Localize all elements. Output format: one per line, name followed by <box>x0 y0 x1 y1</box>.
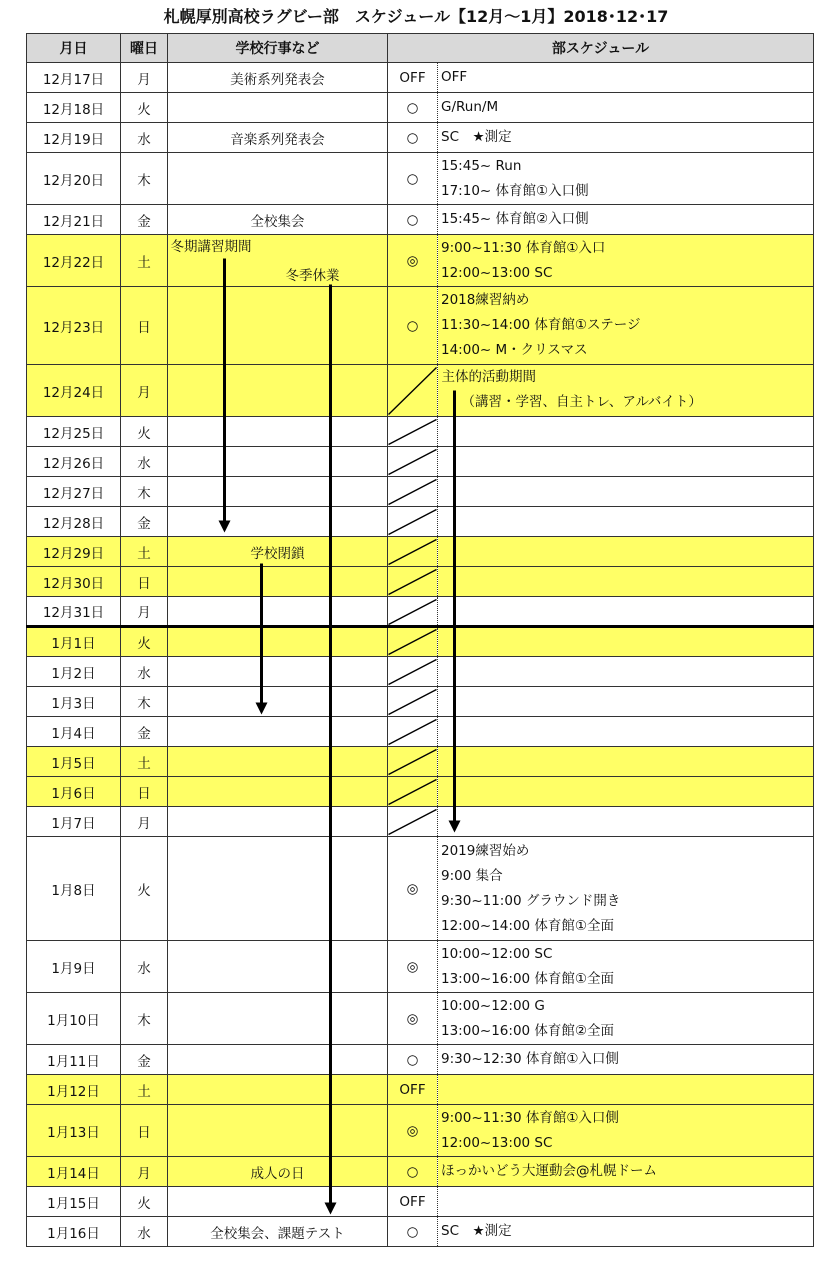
weekday-cell: 月 <box>121 597 168 627</box>
date-cell: 12月25日 <box>27 417 121 447</box>
table-row <box>27 63 814 93</box>
status-mark: OFF <box>388 63 438 93</box>
weekday-cell: 日 <box>121 287 168 365</box>
club-schedule-line: 15:45~ Run <box>441 157 522 174</box>
header-row <box>27 34 814 63</box>
event-cell <box>168 93 388 123</box>
club-schedule-line: 9:30~11:00 グラウンド開き <box>441 892 621 909</box>
header-date: 月日 <box>27 34 121 63</box>
event-cell: 美術系列発表会 <box>168 63 388 93</box>
date-cell: 1月7日 <box>27 807 121 837</box>
date-cell: 12月24日 <box>27 365 121 417</box>
club-schedule-line: 11:30~14:00 体育館①ステージ <box>441 317 641 333</box>
club-schedule-cell <box>438 1187 814 1217</box>
event-cell <box>168 747 388 777</box>
status-mark: ○ <box>388 1157 438 1187</box>
status-mark: ◎ <box>388 941 438 993</box>
date-cell: 1月14日 <box>27 1157 121 1187</box>
table-row <box>27 507 814 537</box>
weekday-cell: 水 <box>121 1217 168 1247</box>
date-cell: 1月1日 <box>27 627 121 657</box>
weekday-cell: 土 <box>121 1075 168 1105</box>
club-schedule-cell <box>438 1045 814 1075</box>
weekday-cell: 金 <box>121 205 168 235</box>
status-mark <box>388 807 438 837</box>
club-schedule-cell <box>438 63 814 93</box>
date-cell: 12月29日 <box>27 537 121 567</box>
table-row <box>27 717 814 747</box>
weekday-cell: 金 <box>121 1045 168 1075</box>
club-schedule-cell <box>438 93 814 123</box>
weekday-cell: 水 <box>121 123 168 153</box>
status-mark <box>388 747 438 777</box>
table-row <box>27 657 814 687</box>
event-cell <box>168 1075 388 1105</box>
winter-break-label: 冬季休業 <box>285 267 340 284</box>
club-schedule-line: OFF <box>441 69 468 85</box>
weekday-cell: 月 <box>121 365 168 417</box>
event-cell <box>168 567 388 597</box>
event-cell <box>168 627 388 657</box>
weekday-cell: 木 <box>121 687 168 717</box>
independent-period-label: 主体的活動期間 <box>441 368 536 385</box>
club-schedule-line: 15:45~ 体育館②入口側 <box>441 211 589 227</box>
weekday-cell: 金 <box>121 507 168 537</box>
date-cell: 1月3日 <box>27 687 121 717</box>
table-row <box>27 123 814 153</box>
club-schedule-cell <box>438 717 814 747</box>
date-cell: 1月6日 <box>27 777 121 807</box>
table-row <box>27 447 814 477</box>
event-cell: 全校集会 <box>168 205 388 235</box>
event-cell: 学校閉鎖 <box>168 537 388 567</box>
weekday-cell: 木 <box>121 993 168 1045</box>
table-row <box>27 235 814 287</box>
weekday-cell: 月 <box>121 63 168 93</box>
club-schedule-line: 2018練習納め <box>441 292 530 308</box>
table-row <box>27 777 814 807</box>
event-cell <box>168 287 388 365</box>
weekday-cell: 火 <box>121 93 168 123</box>
club-schedule-cell <box>438 417 814 447</box>
date-cell: 12月21日 <box>27 205 121 235</box>
status-mark <box>388 687 438 717</box>
header-club-schedule: 部スケジュール <box>388 34 814 63</box>
club-schedule-line: 13:00~16:00 体育館②全面 <box>441 1022 615 1039</box>
club-schedule-line: 9:00 集合 <box>441 867 503 884</box>
table-row <box>27 477 814 507</box>
date-cell: 12月26日 <box>27 447 121 477</box>
event-cell <box>168 717 388 747</box>
header-weekday: 曜日 <box>121 34 168 63</box>
club-schedule-cell <box>438 627 814 657</box>
status-mark: ○ <box>388 1045 438 1075</box>
weekday-cell: 月 <box>121 807 168 837</box>
status-mark: ○ <box>388 205 438 235</box>
club-schedule-line: G/Run/M <box>441 99 499 115</box>
club-schedule-cell <box>438 537 814 567</box>
table-row <box>27 205 814 235</box>
independent-period-detail: （講習・学習、自主トレ、アルバイト） <box>461 393 702 410</box>
weekday-cell: 日 <box>121 567 168 597</box>
table-row <box>27 567 814 597</box>
table-row <box>27 687 814 717</box>
club-schedule-cell <box>438 657 814 687</box>
event-cell <box>168 477 388 507</box>
event-cell <box>168 807 388 837</box>
event-cell <box>168 837 388 941</box>
table-row <box>27 1217 814 1247</box>
weekday-cell: 水 <box>121 447 168 477</box>
status-mark: ○ <box>388 93 438 123</box>
club-schedule-cell <box>438 123 814 153</box>
status-mark: ◎ <box>388 235 438 287</box>
table-row <box>27 417 814 447</box>
status-mark: OFF <box>388 1075 438 1105</box>
status-mark <box>388 717 438 747</box>
schedule-table <box>26 33 814 1247</box>
date-cell: 1月10日 <box>27 993 121 1045</box>
page-title: 札幌厚別高校ラグビー部 スケジュール【12月～1月】2018･12･17 <box>163 7 669 26</box>
date-cell: 1月9日 <box>27 941 121 993</box>
status-mark <box>388 507 438 537</box>
date-cell: 12月27日 <box>27 477 121 507</box>
weekday-cell: 火 <box>121 417 168 447</box>
status-mark <box>388 777 438 807</box>
date-cell: 1月2日 <box>27 657 121 687</box>
table-row <box>27 941 814 993</box>
event-cell <box>168 657 388 687</box>
status-mark <box>388 597 438 627</box>
status-mark: ◎ <box>388 993 438 1045</box>
club-schedule-line: 9:30~12:30 体育館①入口側 <box>441 1051 619 1067</box>
club-schedule-line: 10:00~12:00 SC <box>441 945 553 962</box>
event-cell <box>168 1105 388 1157</box>
weekday-cell: 木 <box>121 153 168 205</box>
date-cell: 12月30日 <box>27 567 121 597</box>
club-schedule-cell <box>438 205 814 235</box>
date-cell: 1月11日 <box>27 1045 121 1075</box>
event-cell <box>168 417 388 447</box>
status-mark <box>388 447 438 477</box>
event-cell <box>168 597 388 627</box>
weekday-cell: 水 <box>121 941 168 993</box>
event-cell <box>168 507 388 537</box>
table-row <box>27 93 814 123</box>
status-mark: ◎ <box>388 837 438 941</box>
schedule-body <box>27 63 814 1247</box>
club-schedule-cell <box>438 777 814 807</box>
club-schedule-cell <box>438 287 814 365</box>
club-schedule-line: 2019練習始め <box>441 842 530 859</box>
club-schedule-cell <box>438 993 814 1045</box>
event-cell <box>168 153 388 205</box>
table-row <box>27 1075 814 1105</box>
club-schedule-cell <box>438 567 814 597</box>
table-row <box>27 153 814 205</box>
event-cell <box>168 687 388 717</box>
date-cell: 12月19日 <box>27 123 121 153</box>
header-events: 学校行事など <box>168 34 388 63</box>
status-mark: ○ <box>388 153 438 205</box>
club-schedule-cell <box>438 1075 814 1105</box>
table-row <box>27 537 814 567</box>
table-row <box>27 597 814 627</box>
weekday-cell: 火 <box>121 837 168 941</box>
weekday-cell: 土 <box>121 537 168 567</box>
table-row <box>27 1105 814 1157</box>
date-cell: 1月16日 <box>27 1217 121 1247</box>
status-mark <box>388 365 438 417</box>
club-schedule-line: 10:00~12:00 G <box>441 997 545 1014</box>
club-schedule-line: 17:10~ 体育館①入口側 <box>441 182 589 199</box>
event-cell <box>168 993 388 1045</box>
club-schedule-line: 13:00~16:00 体育館①全面 <box>441 970 615 987</box>
table-row <box>27 747 814 777</box>
date-cell: 1月13日 <box>27 1105 121 1157</box>
club-schedule-cell <box>438 837 814 941</box>
event-cell <box>168 777 388 807</box>
weekday-cell: 土 <box>121 747 168 777</box>
event-cell <box>168 447 388 477</box>
date-cell: 1月15日 <box>27 1187 121 1217</box>
club-schedule-cell <box>438 477 814 507</box>
status-mark: ◎ <box>388 1105 438 1157</box>
date-cell: 1月12日 <box>27 1075 121 1105</box>
event-cell <box>168 1187 388 1217</box>
date-cell: 12月18日 <box>27 93 121 123</box>
weekday-cell: 日 <box>121 1105 168 1157</box>
club-schedule-cell <box>438 1217 814 1247</box>
club-schedule-line: 9:00~11:30 体育館①入口 <box>441 239 606 256</box>
status-mark <box>388 537 438 567</box>
event-cell <box>168 365 388 417</box>
club-schedule-cell <box>438 1105 814 1157</box>
date-cell: 12月20日 <box>27 153 121 205</box>
club-schedule-line: ほっかいどう大運動会@札幌ドーム <box>441 1163 657 1179</box>
weekday-cell: 火 <box>121 627 168 657</box>
club-schedule-cell <box>438 447 814 477</box>
club-schedule-line: 9:00~11:30 体育館①入口側 <box>441 1109 619 1126</box>
table-row <box>27 807 814 837</box>
date-cell: 12月23日 <box>27 287 121 365</box>
status-mark <box>388 627 438 657</box>
club-schedule-cell <box>438 507 814 537</box>
club-schedule-cell <box>438 597 814 627</box>
club-schedule-cell <box>438 807 814 837</box>
table-row <box>27 837 814 941</box>
status-mark <box>388 477 438 507</box>
weekday-cell: 日 <box>121 777 168 807</box>
winter-lecture-label: 冬期講習期間 <box>170 238 252 255</box>
table-row <box>27 1187 814 1217</box>
event-cell <box>168 941 388 993</box>
status-mark: OFF <box>388 1187 438 1217</box>
weekday-cell: 水 <box>121 657 168 687</box>
event-cell <box>168 1045 388 1075</box>
date-cell: 12月17日 <box>27 63 121 93</box>
weekday-cell: 金 <box>121 717 168 747</box>
weekday-cell: 木 <box>121 477 168 507</box>
club-schedule-cell <box>438 235 814 287</box>
club-schedule-line: SC ★測定 <box>441 129 512 145</box>
weekday-cell: 月 <box>121 1157 168 1187</box>
event-cell: 成人の日 <box>168 1157 388 1187</box>
event-cell: 全校集会、課題テスト <box>168 1217 388 1247</box>
weekday-cell: 火 <box>121 1187 168 1217</box>
table-row <box>27 1045 814 1075</box>
status-mark: ○ <box>388 1217 438 1247</box>
status-mark <box>388 417 438 447</box>
date-cell: 1月5日 <box>27 747 121 777</box>
weekday-cell: 土 <box>121 235 168 287</box>
status-mark <box>388 567 438 597</box>
table-row <box>27 993 814 1045</box>
club-schedule-line: 12:00~14:00 体育館①全面 <box>441 917 615 934</box>
event-cell: 音楽系列発表会 <box>168 123 388 153</box>
club-schedule-cell <box>438 747 814 777</box>
club-schedule-line: 12:00~13:00 SC <box>441 264 553 281</box>
club-schedule-line: SC ★測定 <box>441 1223 512 1239</box>
date-cell: 12月22日 <box>27 235 121 287</box>
club-schedule-cell <box>438 1157 814 1187</box>
date-cell: 1月4日 <box>27 717 121 747</box>
status-mark <box>388 657 438 687</box>
table-row <box>27 627 814 657</box>
club-schedule-line: 14:00~ M・クリスマス <box>441 342 588 358</box>
table-row <box>27 1157 814 1187</box>
date-cell: 12月28日 <box>27 507 121 537</box>
table-row <box>27 287 814 365</box>
club-schedule-cell <box>438 153 814 205</box>
status-mark: ○ <box>388 123 438 153</box>
status-mark: ○ <box>388 287 438 365</box>
club-schedule-line: 12:00~13:00 SC <box>441 1134 553 1151</box>
date-cell: 1月8日 <box>27 837 121 941</box>
date-cell: 12月31日 <box>27 597 121 627</box>
club-schedule-cell <box>438 941 814 993</box>
club-schedule-cell <box>438 687 814 717</box>
